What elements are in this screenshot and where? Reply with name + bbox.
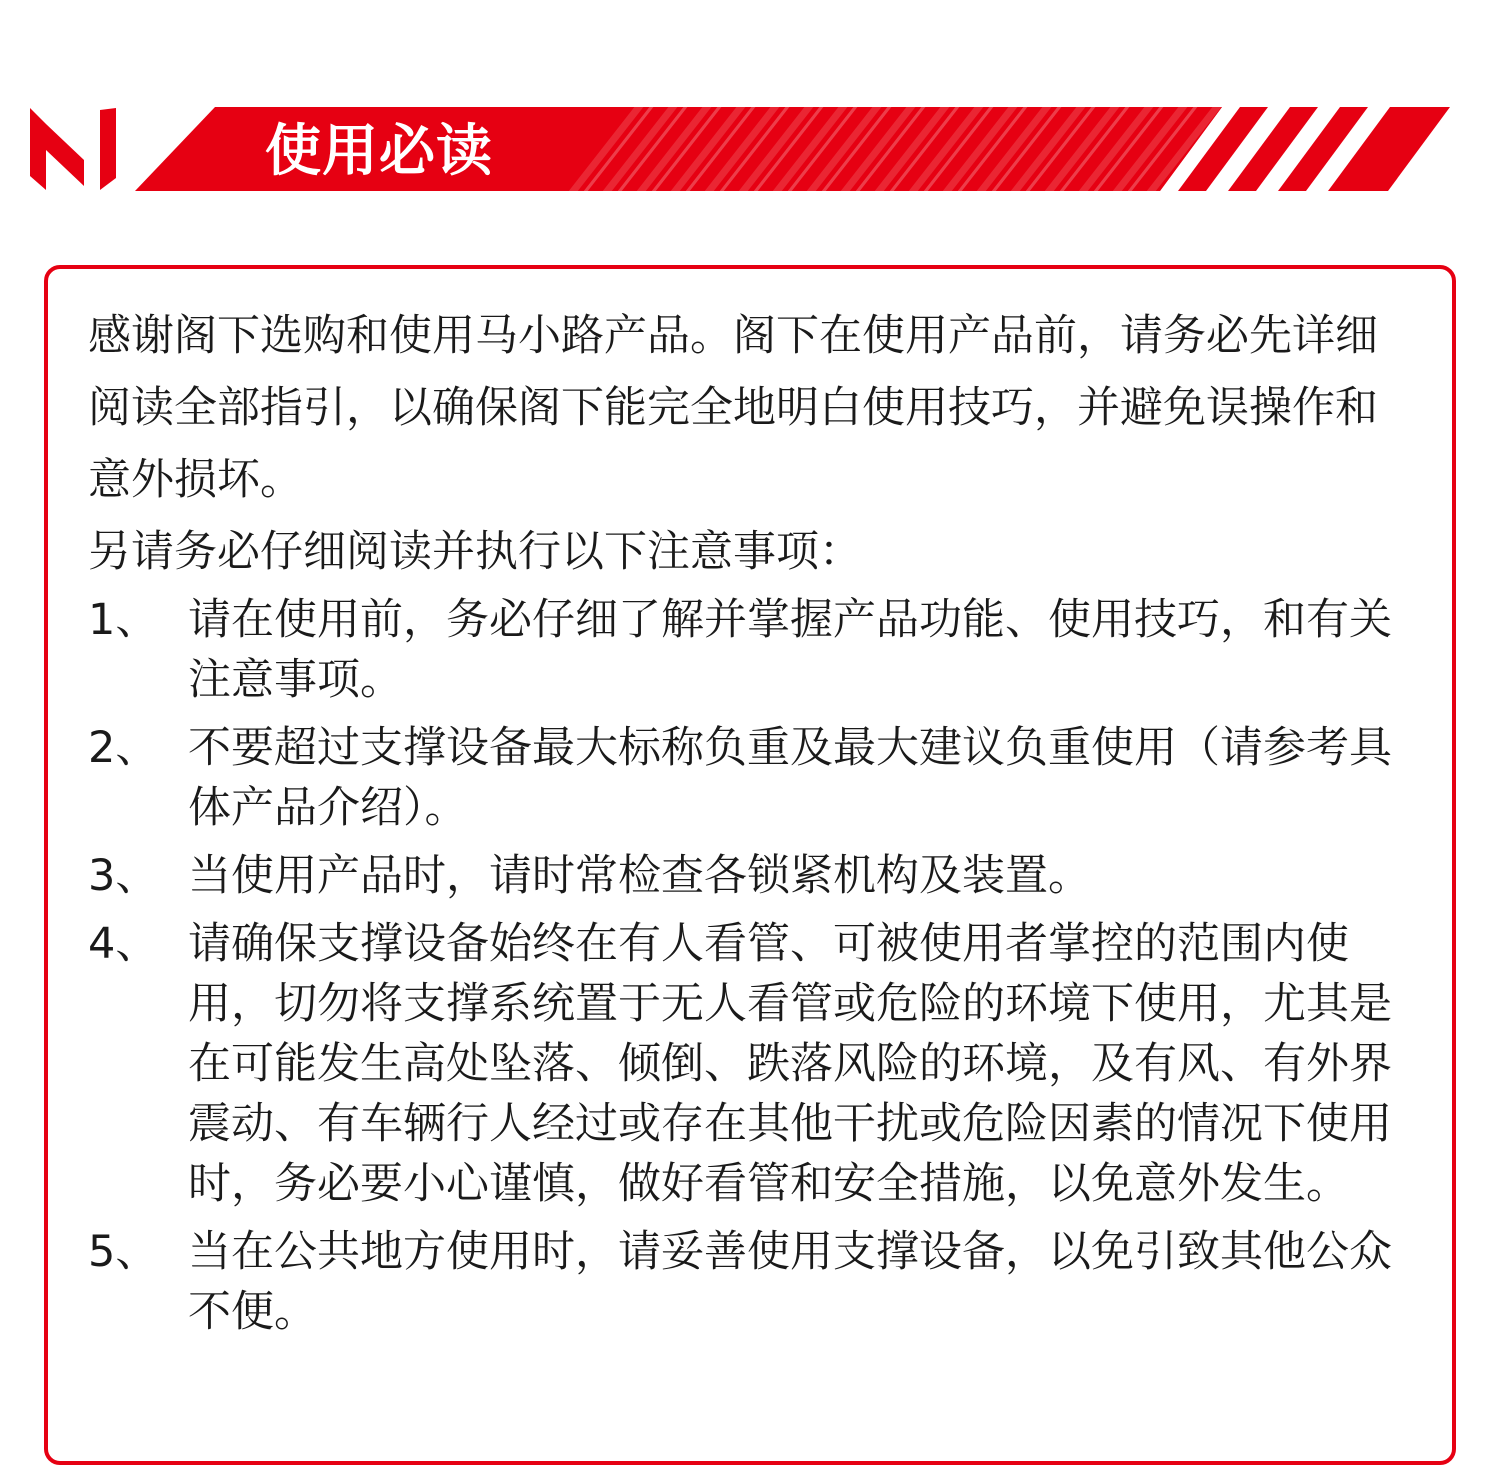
item-text: 当在公共地方使用时，请妥善使用支撑设备，以免引致其他公众不便。: [188, 1227, 1392, 1337]
list-item: [88, 846, 1398, 906]
item-text: 当使用产品时，请时常检查各锁紧机构及装置。: [188, 851, 1091, 901]
title-band-texture: [568, 107, 1222, 191]
item-text: 请确保支撑设备始终在有人看管、可被使用者掌控的范围内使用，切勿将支撑系统置于无人看管或危险的环境下使用，尤其是在可能发生高处坠落、倾倒、跌落风险的环境，及有风、有外界震动、有车辆行人经过或存在其他干扰或危险因素的情况下使用时，务必要小心谨慎，做好看管和安全措施，以免意外发生。: [188, 919, 1392, 1209]
list-item: [88, 914, 1398, 1214]
item-number: 5、: [88, 1227, 159, 1277]
intro-instruction: 另请务必仔细阅读并执行以下注意事项：: [88, 527, 862, 577]
intro: [88, 300, 1398, 588]
banner-graphic: [0, 0, 1500, 220]
item-text: 不要超过支撑设备最大标称负重及最大建议负重使用（请参考具体产品介绍）。: [188, 723, 1392, 833]
item-number: 2、: [88, 723, 159, 773]
notice-list: [88, 590, 1398, 1342]
page-title: 使用必读: [265, 119, 493, 184]
item-number: 1、: [88, 595, 159, 645]
stripe-decoration: [1178, 107, 1450, 191]
list-item: [88, 1222, 1398, 1342]
list-item: [88, 590, 1398, 710]
brand-logo-icon: [30, 108, 116, 190]
list-item: [88, 718, 1398, 838]
item-text: 请在使用前，务必仔细了解并掌握产品功能、使用技巧，和有关注意事项。: [188, 595, 1392, 705]
intro-paragraph: 感谢阁下选购和使用马小路产品。阁下在使用产品前，请务必先详细阅读全部指引，以确保阁下能完全地明白使用技巧，并避免误操作和意外损坏。: [88, 311, 1378, 505]
item-number: 4、: [88, 919, 159, 969]
item-number: 3、: [88, 851, 159, 901]
notice-content: [88, 300, 1398, 1342]
header-banner: [0, 0, 1500, 220]
